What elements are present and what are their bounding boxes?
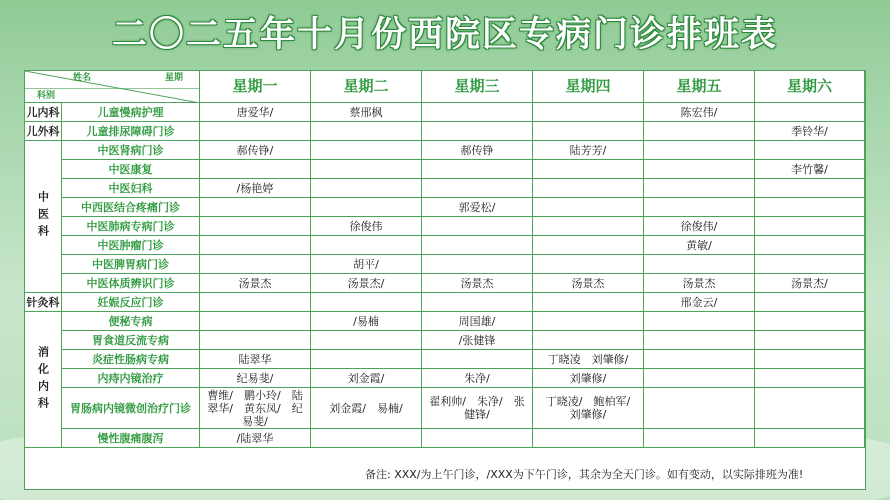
table-cell bbox=[311, 141, 422, 160]
table-cell: 朱净/ bbox=[422, 369, 533, 388]
table-cell: 徐俊伟/ bbox=[644, 217, 755, 236]
table-cell bbox=[644, 179, 755, 198]
table-cell bbox=[755, 236, 865, 255]
table-cell: 汤景杰/ bbox=[311, 274, 422, 293]
table-cell bbox=[200, 236, 311, 255]
table-cell: 季铃华/ bbox=[755, 122, 865, 141]
table-cell: 邢金云/ bbox=[644, 293, 755, 312]
table-cell bbox=[755, 388, 865, 429]
clinic-name: 妊娠反应门诊 bbox=[62, 293, 200, 312]
table-cell bbox=[200, 255, 311, 274]
table-cell bbox=[644, 160, 755, 179]
header-dept-label: 科别 bbox=[37, 91, 56, 101]
table-cell: 刘金霞/ 易楠/ bbox=[311, 388, 422, 429]
table-cell bbox=[533, 122, 644, 141]
table-cell bbox=[422, 103, 533, 122]
clinic-name: 中医肺病专病门诊 bbox=[62, 217, 200, 236]
table-cell: 丁晓凌/ 鲍柏军/ 刘肇修/ bbox=[533, 388, 644, 429]
header-name-label: 姓名 bbox=[73, 73, 92, 83]
table-cell: 汤景杰 bbox=[200, 274, 311, 293]
table-cell: 陆翠华 bbox=[200, 350, 311, 369]
table-cell: 刘金霞/ bbox=[311, 369, 422, 388]
header-day: 星期六 bbox=[755, 71, 865, 103]
footnote: 备注: XXX/为上午门诊，/XXX为下午门诊，其余为全天门诊。如有变动，以实际排班为准! bbox=[365, 468, 804, 481]
table-cell bbox=[644, 255, 755, 274]
table-cell bbox=[311, 179, 422, 198]
table-cell bbox=[422, 236, 533, 255]
clinic-name: 中医妇科 bbox=[62, 179, 200, 198]
clinic-name: 胃肠病内镜微创治疗门诊 bbox=[62, 388, 200, 429]
department-label: 儿内科 bbox=[25, 103, 62, 122]
table-cell: /杨艳婷 bbox=[200, 179, 311, 198]
page-title: 二〇二五年十月份西院区专病门诊排班表 bbox=[111, 15, 778, 55]
table-cell bbox=[533, 103, 644, 122]
table-cell bbox=[200, 198, 311, 217]
clinic-name: 便秘专病 bbox=[62, 312, 200, 331]
table-cell: 郝传铮 bbox=[422, 141, 533, 160]
schedule-table bbox=[24, 70, 866, 490]
clinic-name: 内痔内镜治疗 bbox=[62, 369, 200, 388]
table-cell: 蔡邢枫 bbox=[311, 103, 422, 122]
table-cell: /张健锋 bbox=[422, 331, 533, 350]
clinic-name: 儿童慢病护理 bbox=[62, 103, 200, 122]
clinic-name: 中医体质辨识门诊 bbox=[62, 274, 200, 293]
department-label: 针灸科 bbox=[25, 293, 62, 312]
table-cell: 纪易斐/ bbox=[200, 369, 311, 388]
table-cell: 周国雄/ bbox=[422, 312, 533, 331]
header-day: 星期四 bbox=[533, 71, 644, 103]
table-cell: 陆芳芳/ bbox=[533, 141, 644, 160]
header-day: 星期三 bbox=[422, 71, 533, 103]
table-cell bbox=[533, 255, 644, 274]
table-cell bbox=[755, 255, 865, 274]
table-cell: 汤景杰 bbox=[533, 274, 644, 293]
table-cell bbox=[644, 388, 755, 429]
table-cell bbox=[533, 429, 644, 448]
department-name: 中医科 bbox=[36, 191, 50, 242]
table-cell bbox=[533, 293, 644, 312]
table-cell bbox=[311, 236, 422, 255]
table-cell bbox=[533, 236, 644, 255]
clinic-name: 中医肾病门诊 bbox=[62, 141, 200, 160]
clinic-name: 慢性腹痛腹泻 bbox=[62, 429, 200, 448]
table-cell bbox=[755, 312, 865, 331]
department-label bbox=[25, 312, 62, 448]
table-cell: /陆翠华 bbox=[200, 429, 311, 448]
table-cell: 唐爱华/ bbox=[200, 103, 311, 122]
table-cell: 曹维/ 鹏小玲/ 陆翠华/ 黄东凤/ 纪易斐/ bbox=[200, 388, 311, 429]
table-cell: 徐俊伟 bbox=[311, 217, 422, 236]
department-name: 消化内科 bbox=[36, 345, 50, 414]
table-cell bbox=[644, 141, 755, 160]
table-cell bbox=[755, 331, 865, 350]
clinic-name: 中西医结合疼痛门诊 bbox=[62, 198, 200, 217]
table-cell bbox=[533, 312, 644, 331]
table-cell bbox=[644, 198, 755, 217]
table-cell: 陈宏伟/ bbox=[644, 103, 755, 122]
clinic-name: 中医康复 bbox=[62, 160, 200, 179]
table-cell bbox=[200, 331, 311, 350]
table-cell bbox=[422, 179, 533, 198]
header-week-label: 星期 bbox=[165, 73, 184, 83]
table-cell bbox=[200, 160, 311, 179]
table-cell bbox=[422, 429, 533, 448]
table-cell: 汤景杰/ bbox=[755, 274, 865, 293]
table-cell: 李竹馨/ bbox=[755, 160, 865, 179]
clinic-name: 中医肿瘤门诊 bbox=[62, 236, 200, 255]
table-grid bbox=[25, 71, 865, 489]
table-cell bbox=[755, 198, 865, 217]
table-cell bbox=[200, 217, 311, 236]
table-cell bbox=[755, 350, 865, 369]
table-cell: 郭爱松/ bbox=[422, 198, 533, 217]
table-cell bbox=[533, 217, 644, 236]
department-label: 儿外科 bbox=[25, 122, 62, 141]
table-cell bbox=[311, 122, 422, 141]
table-cell bbox=[311, 160, 422, 179]
table-cell bbox=[533, 179, 644, 198]
table-cell bbox=[533, 331, 644, 350]
table-cell bbox=[311, 350, 422, 369]
clinic-name: 胃食道反流专病 bbox=[62, 331, 200, 350]
table-cell bbox=[422, 160, 533, 179]
table-cell: /易楠 bbox=[311, 312, 422, 331]
header-day: 星期五 bbox=[644, 71, 755, 103]
table-cell bbox=[644, 122, 755, 141]
header-corner bbox=[25, 71, 200, 103]
table-cell bbox=[422, 122, 533, 141]
table-cell bbox=[311, 429, 422, 448]
table-cell bbox=[311, 198, 422, 217]
table-cell bbox=[422, 255, 533, 274]
header-day: 星期一 bbox=[200, 71, 311, 103]
header-day: 星期二 bbox=[311, 71, 422, 103]
table-cell bbox=[422, 350, 533, 369]
table-cell bbox=[644, 331, 755, 350]
table-cell: 汤景杰 bbox=[422, 274, 533, 293]
table-cell: 黄敏/ bbox=[644, 236, 755, 255]
table-cell bbox=[200, 312, 311, 331]
table-cell: 胡平/ bbox=[311, 255, 422, 274]
table-cell bbox=[755, 179, 865, 198]
table-cell bbox=[755, 293, 865, 312]
table-cell bbox=[533, 160, 644, 179]
table-cell: 丁晓凌 刘肇修/ bbox=[533, 350, 644, 369]
table-cell bbox=[422, 217, 533, 236]
table-cell bbox=[200, 293, 311, 312]
table-cell bbox=[755, 429, 865, 448]
table-cell bbox=[422, 293, 533, 312]
table-cell bbox=[311, 293, 422, 312]
table-cell bbox=[644, 429, 755, 448]
table-cell: 汤景杰 bbox=[644, 274, 755, 293]
table-cell bbox=[311, 331, 422, 350]
department-label bbox=[25, 141, 62, 293]
table-cell bbox=[644, 369, 755, 388]
clinic-name: 炎症性肠病专病 bbox=[62, 350, 200, 369]
table-cell bbox=[644, 312, 755, 331]
table-cell bbox=[755, 103, 865, 122]
clinic-name: 儿童排尿障碍门诊 bbox=[62, 122, 200, 141]
table-cell bbox=[755, 369, 865, 388]
table-cell: 郝传铮/ bbox=[200, 141, 311, 160]
table-cell: 刘肇修/ bbox=[533, 369, 644, 388]
table-cell bbox=[755, 217, 865, 236]
table-cell: 翟利帅/ 朱净/ 张健锋/ bbox=[422, 388, 533, 429]
table-cell bbox=[644, 350, 755, 369]
table-cell bbox=[755, 141, 865, 160]
table-cell bbox=[200, 122, 311, 141]
clinic-name: 中医脾胃病门诊 bbox=[62, 255, 200, 274]
table-cell bbox=[533, 198, 644, 217]
